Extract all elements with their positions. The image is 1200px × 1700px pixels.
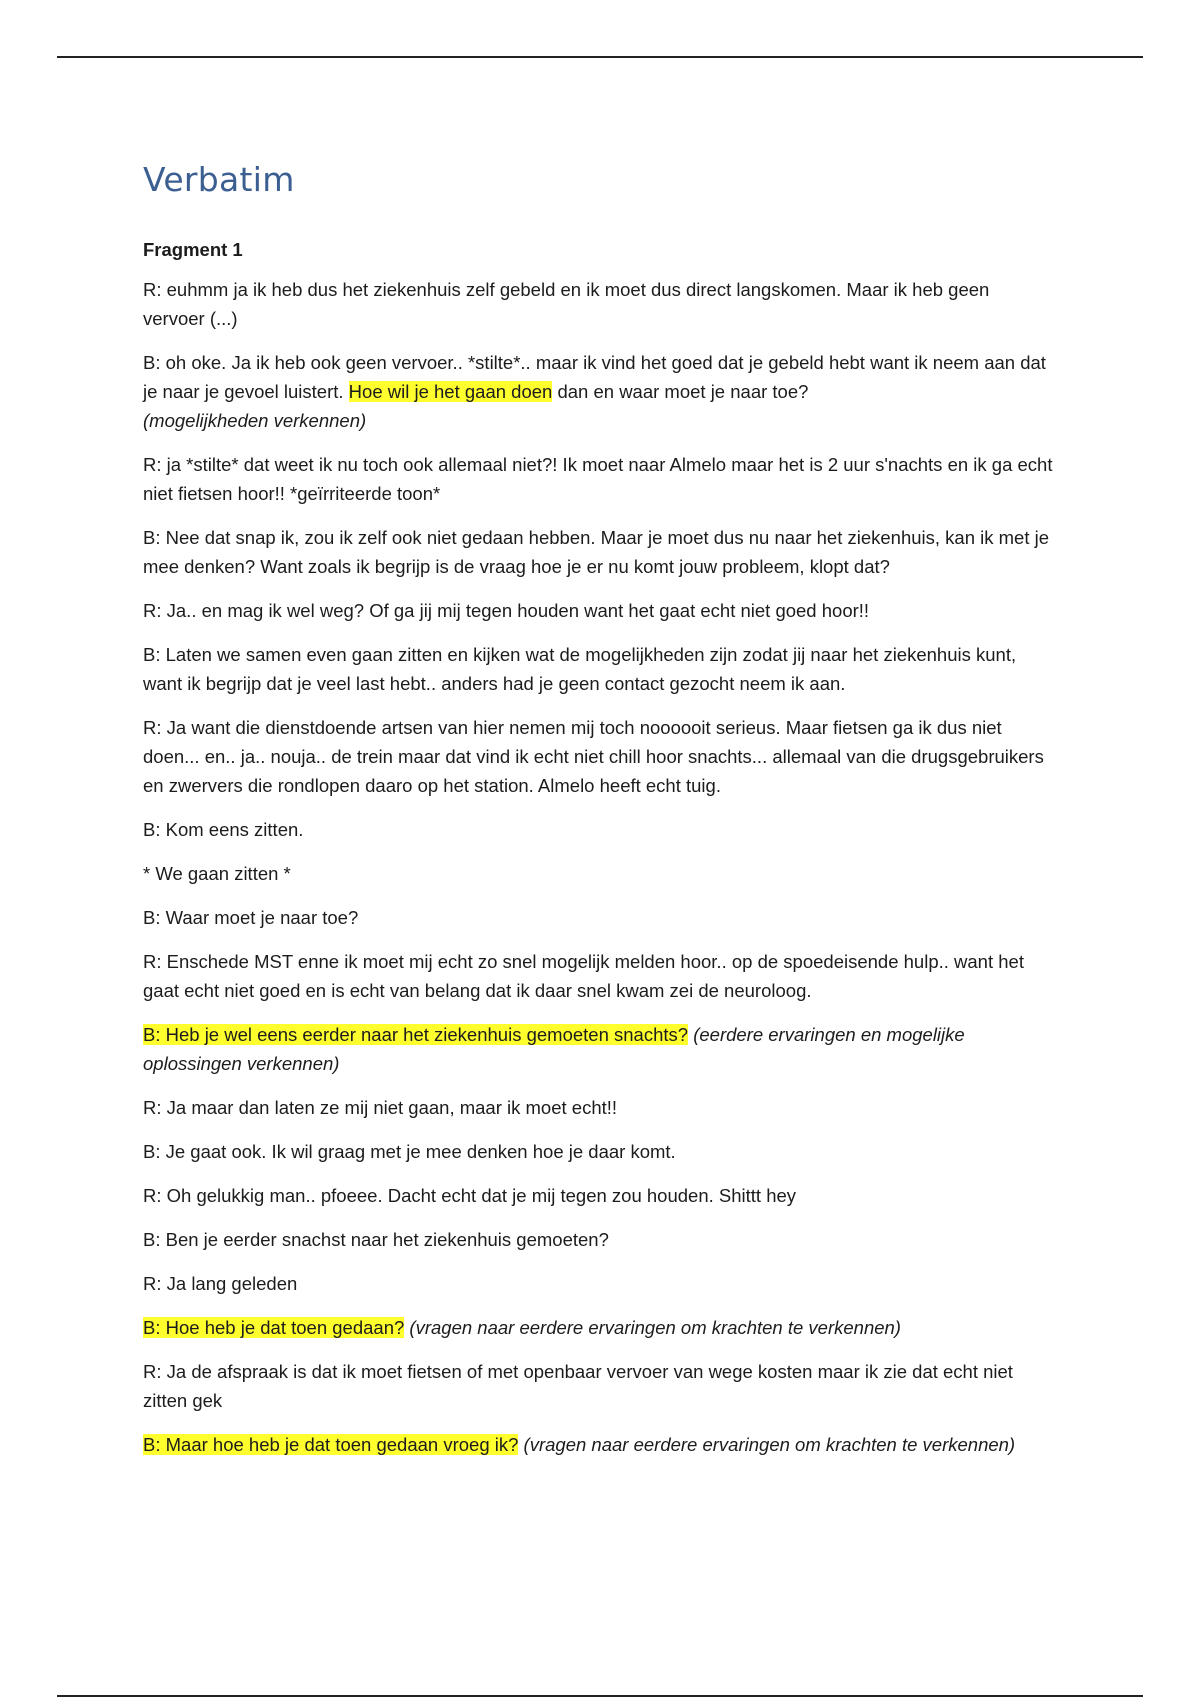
line-text: R: Ja lang geleden [143,1273,298,1294]
transcript-line [143,348,1053,435]
line-text: B: oh oke. Ja ik heb ook geen vervoer.. *stilte*.. maar ik vind het goed dat je gebeld hebt want ik neem aan dat je naar je gevoel luistert. [143,352,1046,402]
highlighted-question: B: Hoe heb je dat toen gedaan? [143,1317,405,1338]
annotation-note: (mogelijkheden verkennen) [143,410,367,431]
transcript-line [143,815,1053,844]
line-text: R: euhmm ja ik heb dus het ziekenhuis zelf gebeld en ik moet dus direct langskomen. Maar ik heb geen vervoer (...) [143,279,990,329]
line-text: R: Ja de afspraak is dat ik moet fietsen of met openbaar vervoer van wege kosten maar ik zie dat echt niet zitten gek [143,1361,1013,1411]
highlighted-question: B: Heb je wel eens eerder naar het ziekenhuis gemoeten snachts? [143,1024,689,1045]
line-text: R: Enschede MST enne ik moet mij echt zo snel mogelijk melden hoor.. op de spoedeisende hulp.. want het gaat echt niet goed en is echt van belang dat ik daar snel kwam zei de neuroloog. [143,951,1024,1001]
highlighted-question: B: Maar hoe heb je dat toen gedaan vroeg ik? [143,1434,519,1455]
transcript-line [143,1093,1053,1122]
line-text: B: Kom eens zitten. [143,819,304,840]
transcript-line [143,275,1053,333]
transcript-line [143,640,1053,698]
line-text: * We gaan zitten * [143,863,291,884]
line-text: B: Laten we samen even gaan zitten en kijken wat de mogelijkheden zijn zodat jij naar het ziekenhuis kunt, want ik begrijp dat je veel last hebt.. anders had je geen contact gezocht neem ik aan. [143,644,1017,694]
transcript-line [143,1313,1053,1342]
document-title: Verbatim [143,160,295,199]
transcript-line [143,1020,1053,1078]
line-text: B: Waar moet je naar toe? [143,907,359,928]
transcript-line [143,1357,1053,1415]
transcript-line [143,1225,1053,1254]
line-text: R: Ja want die dienstdoende artsen van hier nemen mij toch noooooit serieus. Maar fietsen ga ik dus niet doen... en.. ja.. nouja.. de trein maar dat vind ik echt niet chill hoor snachts... allemaal van die drugsgebruikers en zwervers die rondlopen daaro op het station. Almelo heeft echt tuig. [143,717,1044,796]
line-text: R: ja *stilte* dat weet ik nu toch ook allemaal niet?! Ik moet naar Almelo maar het is 2 uur s'nachts en ik ga echt niet fietsen hoor!! *geïrriteerde toon* [143,454,1053,504]
footer-rule [57,1695,1143,1697]
document-body [143,160,1053,1474]
transcript-line [143,903,1053,932]
fragment-heading: Fragment 1 [143,239,243,260]
transcript-line [143,1181,1053,1210]
annotation-note: (vragen naar eerdere ervaringen om krachten te verkennen) [404,1317,901,1338]
transcript-line [143,713,1053,800]
line-text: dan en waar moet je naar toe? [552,381,809,402]
transcript-line [143,947,1053,1005]
annotation-note: (eerdere ervaringen en mogelijke oplossingen verkennen) [143,1024,965,1074]
transcript-line [143,1137,1053,1166]
transcript-line [143,1430,1053,1459]
line-text: R: Ja.. en mag ik wel weg? Of ga jij mij tegen houden want het gaat echt niet goed hoor!! [143,600,870,621]
header-rule [57,56,1143,58]
highlighted-question: Hoe wil je het gaan doen [348,381,553,402]
stage-direction [143,859,1053,888]
annotation-note: (vragen naar eerdere ervaringen om krachten te verkennen) [518,1434,1016,1455]
line-text: B: Nee dat snap ik, zou ik zelf ook niet gedaan hebben. Maar je moet dus nu naar het ziekenhuis, kan ik met je mee denken? Want zoals ik begrijp is de vraag hoe je er nu komt jouw probleem, klopt dat? [143,527,1050,577]
transcript-line [143,1269,1053,1298]
line-text: R: Oh gelukkig man.. pfoeee. Dacht echt dat je mij tegen zou houden. Shittt hey [143,1185,797,1206]
line-text: R: Ja maar dan laten ze mij niet gaan, maar ik moet echt!! [143,1097,618,1118]
line-text: B: Ben je eerder snachst naar het ziekenhuis gemoeten? [143,1229,609,1250]
transcript-line [143,523,1053,581]
transcript-line [143,596,1053,625]
line-text: B: Je gaat ook. Ik wil graag met je mee denken hoe je daar komt. [143,1141,676,1162]
transcript-line [143,450,1053,508]
